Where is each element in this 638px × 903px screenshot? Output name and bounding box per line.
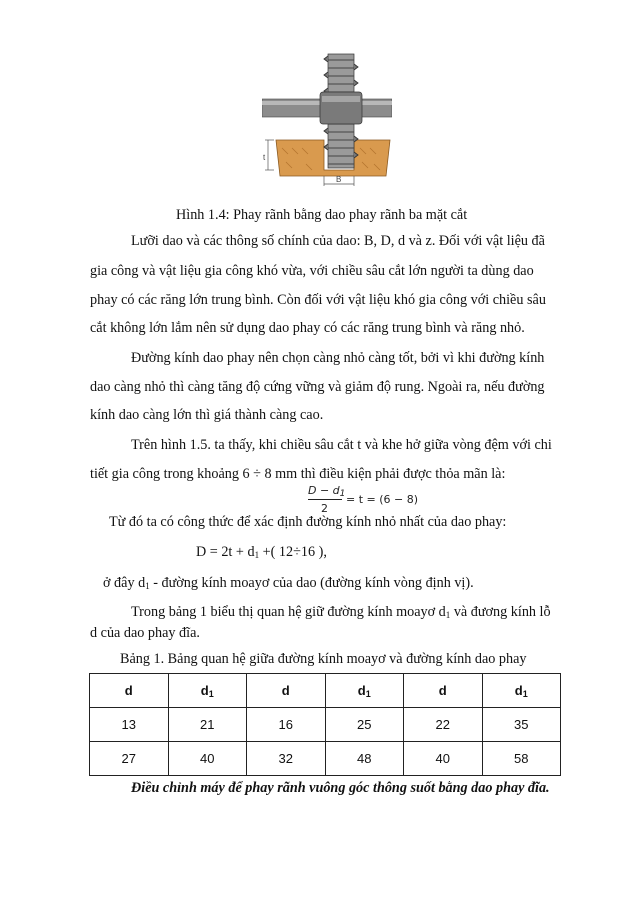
- table-header-cell: $d_1$: [482, 674, 561, 708]
- table-row: [90, 742, 561, 776]
- paragraph-1-line-3: phay có các răng lớn trung bình. Còn đối với vật liệu khó gia công với chiều sâu: [90, 292, 546, 308]
- table-cell: 22: [404, 708, 483, 742]
- section-heading: Điều chỉnh máy để phay rãnh vuông góc thông suốt bằng dao phay đĩa.: [131, 780, 550, 796]
- paragraph-1-line-4: cắt không lớn lắm nên sử dụng dao phay có các răng trung bình và răng nhỏ.: [90, 320, 525, 336]
- table-cell: 58: [482, 742, 561, 776]
- paragraph-1-line-1: Lưỡi dao và các thông số chính của dao: B, D, d và z. Đối với vật liệu đã: [131, 233, 545, 249]
- paragraph-4: Từ đó ta có công thức để xác định đường kính nhỏ nhất của dao phay:: [109, 514, 507, 530]
- fraction-bar: [308, 499, 342, 500]
- table-cell: 25: [325, 708, 404, 742]
- table-header-cell: $d_1$: [325, 674, 404, 708]
- table-header-row: [90, 674, 561, 708]
- table-header-cell: d: [404, 674, 483, 708]
- table-cell: 27: [90, 742, 169, 776]
- formula-denominator: 2: [321, 502, 328, 515]
- table-header-cell: $d_1$: [168, 674, 247, 708]
- min-diameter-formula: $D = 2t + d_1$ +( 12÷16 ),: [196, 544, 327, 560]
- table-cell: 16: [247, 708, 326, 742]
- paragraph-5: ở đây $d_1$ - đường kính moayơ của dao (đường kính vòng định vị).: [103, 575, 474, 591]
- paragraph-2-line-3: kính dao càng lớn thì giá thành càng cao.: [90, 407, 324, 423]
- paragraph-3-line-1: Trên hình 1.5. ta thấy, khi chiều sâu cắt t và khe hở giữa vòng đệm với chi: [131, 437, 552, 453]
- table-title: Bảng 1. Bảng quan hệ giữa đường kính moayơ và đường kính dao phay: [120, 651, 527, 667]
- milling-slot-figure: [262, 52, 392, 192]
- paragraph-2-line-2: dao càng nhỏ thì càng tăng độ cứng vững và giảm độ rung. Ngoài ra, nếu đường: [90, 379, 545, 395]
- figure-caption: Hình 1.4: Phay rãnh bằng dao phay rãnh ba mặt cắt: [176, 207, 468, 223]
- table-header-cell: d: [90, 674, 169, 708]
- figure-label-t: t: [263, 153, 266, 162]
- table-cell: 40: [168, 742, 247, 776]
- formula-numerator: $D - d_1$: [308, 484, 346, 499]
- paragraph-6-line-2: d của dao phay đĩa.: [90, 625, 200, 641]
- table-cell: 21: [168, 708, 247, 742]
- paragraph-1-line-2: gia công và vật liệu gia công khó vừa, với chiều sâu cắt lớn người ta dùng dao: [90, 263, 534, 279]
- paragraph-2-line-1: Đường kính dao phay nên chọn càng nhỏ càng tốt, bởi vì khi đường kính: [131, 350, 545, 366]
- diameter-table: [89, 673, 561, 776]
- table-cell: 32: [247, 742, 326, 776]
- formula-rhs: = t = (6 − 8): [346, 493, 419, 506]
- table-cell: 48: [325, 742, 404, 776]
- paragraph-3-line-2: tiết gia công trong khoảng 6 ÷ 8 mm thì điều kiện phải được thỏa mãn là:: [90, 466, 506, 482]
- table-row: [90, 708, 561, 742]
- table-cell: 40: [404, 742, 483, 776]
- table-header-cell: d: [247, 674, 326, 708]
- table-cell: 35: [482, 708, 561, 742]
- figure-label-b: B: [336, 175, 342, 184]
- table-cell: 13: [90, 708, 169, 742]
- paragraph-6-line-1: Trong bảng 1 biểu thị quan hệ giữ đường kính moayơ $d_1$ và đương kính lỗ: [131, 604, 551, 620]
